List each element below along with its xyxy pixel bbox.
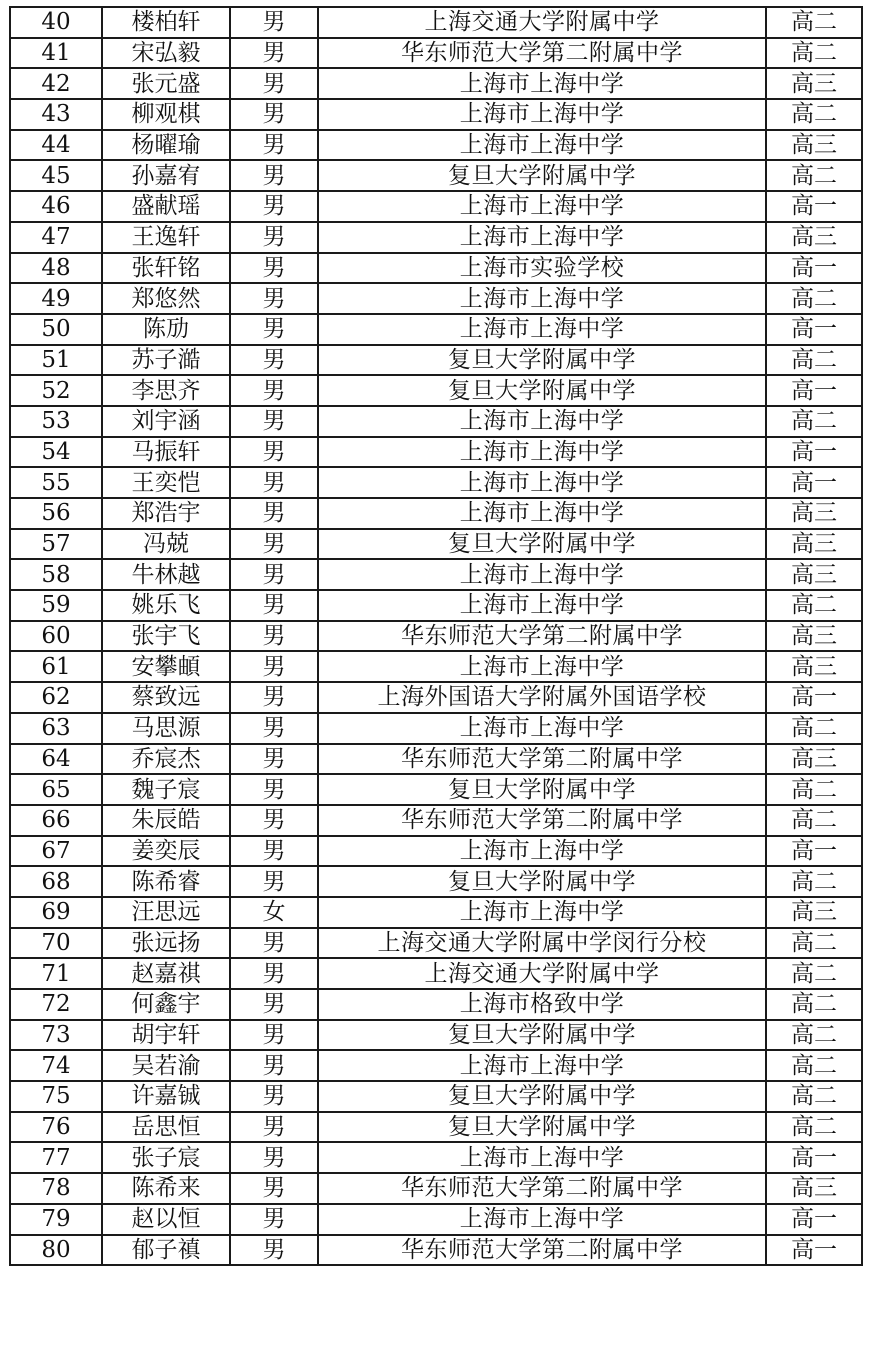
table-row [10,836,862,867]
row-number-cell: 67 [10,836,102,867]
school-name-cell: 复旦大学附属中学 [318,529,766,560]
table-row [10,1050,862,1081]
table-row [10,1081,862,1112]
grade-cell: 高一 [766,1142,862,1173]
row-number-cell: 56 [10,498,102,529]
school-name-cell: 复旦大学附属中学 [318,866,766,897]
school-name-cell: 华东师范大学第二附属中学 [318,1235,766,1266]
roster-table-body [10,7,862,1265]
grade-cell: 高二 [766,7,862,38]
row-number-cell: 68 [10,866,102,897]
student-name-cell: 汪思远 [102,897,230,928]
school-name-cell: 上海市上海中学 [318,467,766,498]
school-name-cell: 上海市上海中学 [318,1142,766,1173]
grade-cell: 高一 [766,836,862,867]
table-row [10,222,862,253]
student-name-cell: 陈希来 [102,1173,230,1204]
table-row [10,191,862,222]
table-row [10,1112,862,1143]
student-name-cell: 陈劢 [102,314,230,345]
grade-cell: 高二 [766,160,862,191]
row-number-cell: 66 [10,805,102,836]
table-row [10,897,862,928]
row-number-cell: 60 [10,621,102,652]
table-row [10,621,862,652]
row-number-cell: 54 [10,437,102,468]
student-name-cell: 盛献瑶 [102,191,230,222]
row-number-cell: 76 [10,1112,102,1143]
gender-cell: 男 [230,774,318,805]
student-name-cell: 孙嘉宥 [102,160,230,191]
gender-cell: 男 [230,989,318,1020]
row-number-cell: 50 [10,314,102,345]
gender-cell: 男 [230,222,318,253]
table-row [10,7,862,38]
row-number-cell: 53 [10,406,102,437]
row-number-cell: 61 [10,651,102,682]
gender-cell: 男 [230,590,318,621]
row-number-cell: 55 [10,467,102,498]
grade-cell: 高一 [766,437,862,468]
table-row [10,590,862,621]
student-name-cell: 刘宇涵 [102,406,230,437]
gender-cell: 男 [230,1173,318,1204]
school-name-cell: 华东师范大学第二附属中学 [318,38,766,69]
grade-cell: 高二 [766,38,862,69]
table-row [10,866,862,897]
school-name-cell: 复旦大学附属中学 [318,774,766,805]
student-name-cell: 姚乐飞 [102,590,230,621]
roster-sheet [9,6,861,1266]
student-name-cell: 魏子宸 [102,774,230,805]
table-row [10,989,862,1020]
grade-cell: 高二 [766,345,862,376]
table-row [10,529,862,560]
gender-cell: 男 [230,375,318,406]
gender-cell: 男 [230,437,318,468]
gender-cell: 男 [230,160,318,191]
school-name-cell: 上海市上海中学 [318,406,766,437]
roster-table [9,6,863,1266]
school-name-cell: 上海市上海中学 [318,314,766,345]
row-number-cell: 45 [10,160,102,191]
grade-cell: 高三 [766,651,862,682]
student-name-cell: 蔡致远 [102,682,230,713]
gender-cell: 男 [230,406,318,437]
grade-cell: 高三 [766,498,862,529]
row-number-cell: 65 [10,774,102,805]
grade-cell: 高二 [766,928,862,959]
grade-cell: 高三 [766,1173,862,1204]
school-name-cell: 华东师范大学第二附属中学 [318,744,766,775]
gender-cell: 男 [230,345,318,376]
grade-cell: 高三 [766,68,862,99]
table-row [10,406,862,437]
student-name-cell: 苏子澔 [102,345,230,376]
student-name-cell: 宋弘毅 [102,38,230,69]
grade-cell: 高一 [766,467,862,498]
row-number-cell: 44 [10,130,102,161]
table-row [10,68,862,99]
table-row [10,774,862,805]
grade-cell: 高三 [766,222,862,253]
school-name-cell: 上海市上海中学 [318,498,766,529]
school-name-cell: 复旦大学附属中学 [318,345,766,376]
gender-cell: 男 [230,130,318,161]
school-name-cell: 上海市实验学校 [318,253,766,284]
table-row [10,928,862,959]
gender-cell: 男 [230,1204,318,1235]
table-row [10,682,862,713]
row-number-cell: 58 [10,559,102,590]
gender-cell: 男 [230,498,318,529]
gender-cell: 男 [230,467,318,498]
grade-cell: 高二 [766,774,862,805]
table-row [10,1173,862,1204]
table-row [10,498,862,529]
table-row [10,713,862,744]
student-name-cell: 楼柏轩 [102,7,230,38]
student-name-cell: 郁子禛 [102,1235,230,1266]
row-number-cell: 79 [10,1204,102,1235]
row-number-cell: 71 [10,958,102,989]
grade-cell: 高二 [766,1050,862,1081]
school-name-cell: 上海市上海中学 [318,1050,766,1081]
row-number-cell: 74 [10,1050,102,1081]
student-name-cell: 赵嘉祺 [102,958,230,989]
table-row [10,38,862,69]
grade-cell: 高二 [766,713,862,744]
grade-cell: 高二 [766,866,862,897]
grade-cell: 高三 [766,130,862,161]
grade-cell: 高二 [766,989,862,1020]
gender-cell: 男 [230,7,318,38]
school-name-cell: 上海交通大学附属中学闵行分校 [318,928,766,959]
school-name-cell: 上海市上海中学 [318,283,766,314]
table-row [10,1235,862,1266]
school-name-cell: 上海市上海中学 [318,1204,766,1235]
student-name-cell: 李思齐 [102,375,230,406]
row-number-cell: 69 [10,897,102,928]
table-row [10,559,862,590]
gender-cell: 男 [230,744,318,775]
grade-cell: 高二 [766,805,862,836]
grade-cell: 高一 [766,1235,862,1266]
gender-cell: 男 [230,253,318,284]
row-number-cell: 63 [10,713,102,744]
table-row [10,253,862,284]
gender-cell: 男 [230,651,318,682]
student-name-cell: 陈希睿 [102,866,230,897]
grade-cell: 高一 [766,253,862,284]
school-name-cell: 上海外国语大学附属外国语学校 [318,682,766,713]
gender-cell: 男 [230,1050,318,1081]
table-row [10,130,862,161]
school-name-cell: 复旦大学附属中学 [318,1112,766,1143]
gender-cell: 男 [230,866,318,897]
student-name-cell: 郑浩宇 [102,498,230,529]
student-name-cell: 杨曜瑜 [102,130,230,161]
grade-cell: 高二 [766,283,862,314]
gender-cell: 男 [230,1142,318,1173]
student-name-cell: 胡宇轩 [102,1020,230,1051]
student-name-cell: 吴若渝 [102,1050,230,1081]
student-name-cell: 岳思恒 [102,1112,230,1143]
gender-cell: 男 [230,283,318,314]
grade-cell: 高二 [766,1081,862,1112]
row-number-cell: 49 [10,283,102,314]
grade-cell: 高一 [766,191,862,222]
school-name-cell: 上海市上海中学 [318,590,766,621]
school-name-cell: 华东师范大学第二附属中学 [318,621,766,652]
grade-cell: 高一 [766,375,862,406]
student-name-cell: 牛林越 [102,559,230,590]
gender-cell: 男 [230,99,318,130]
gender-cell: 男 [230,191,318,222]
school-name-cell: 上海市上海中学 [318,836,766,867]
grade-cell: 高二 [766,1112,862,1143]
student-name-cell: 张宇飞 [102,621,230,652]
gender-cell: 男 [230,68,318,99]
row-number-cell: 46 [10,191,102,222]
gender-cell: 男 [230,38,318,69]
grade-cell: 高三 [766,529,862,560]
school-name-cell: 上海市上海中学 [318,222,766,253]
school-name-cell: 上海市上海中学 [318,437,766,468]
school-name-cell: 复旦大学附属中学 [318,1081,766,1112]
table-row [10,314,862,345]
gender-cell: 男 [230,1112,318,1143]
table-row [10,99,862,130]
student-name-cell: 郑悠然 [102,283,230,314]
grade-cell: 高三 [766,621,862,652]
student-name-cell: 赵以恒 [102,1204,230,1235]
row-number-cell: 78 [10,1173,102,1204]
school-name-cell: 上海市上海中学 [318,713,766,744]
gender-cell: 男 [230,928,318,959]
school-name-cell: 华东师范大学第二附属中学 [318,805,766,836]
grade-cell: 高三 [766,897,862,928]
gender-cell: 男 [230,559,318,590]
table-row [10,1204,862,1235]
grade-cell: 高三 [766,744,862,775]
student-name-cell: 朱辰皓 [102,805,230,836]
row-number-cell: 42 [10,68,102,99]
grade-cell: 高一 [766,682,862,713]
row-number-cell: 47 [10,222,102,253]
row-number-cell: 51 [10,345,102,376]
row-number-cell: 57 [10,529,102,560]
row-number-cell: 59 [10,590,102,621]
school-name-cell: 上海交通大学附属中学 [318,7,766,38]
school-name-cell: 复旦大学附属中学 [318,160,766,191]
student-name-cell: 姜奕辰 [102,836,230,867]
student-name-cell: 何鑫宇 [102,989,230,1020]
gender-cell: 男 [230,1020,318,1051]
row-number-cell: 77 [10,1142,102,1173]
student-name-cell: 马思源 [102,713,230,744]
row-number-cell: 75 [10,1081,102,1112]
table-row [10,1020,862,1051]
grade-cell: 高二 [766,99,862,130]
school-name-cell: 上海市上海中学 [318,99,766,130]
gender-cell: 男 [230,958,318,989]
table-row [10,744,862,775]
table-row [10,651,862,682]
student-name-cell: 乔宸杰 [102,744,230,775]
table-row [10,467,862,498]
grade-cell: 高二 [766,590,862,621]
table-row [10,805,862,836]
student-name-cell: 马振轩 [102,437,230,468]
table-row [10,437,862,468]
row-number-cell: 52 [10,375,102,406]
row-number-cell: 40 [10,7,102,38]
row-number-cell: 48 [10,253,102,284]
grade-cell: 高三 [766,559,862,590]
student-name-cell: 王逸轩 [102,222,230,253]
gender-cell: 男 [230,1081,318,1112]
school-name-cell: 上海交通大学附属中学 [318,958,766,989]
gender-cell: 女 [230,897,318,928]
student-name-cell: 张子宸 [102,1142,230,1173]
student-name-cell: 张轩铭 [102,253,230,284]
student-name-cell: 王奕恺 [102,467,230,498]
school-name-cell: 上海市上海中学 [318,559,766,590]
grade-cell: 高一 [766,1204,862,1235]
school-name-cell: 复旦大学附属中学 [318,1020,766,1051]
school-name-cell: 华东师范大学第二附属中学 [318,1173,766,1204]
row-number-cell: 62 [10,682,102,713]
school-name-cell: 上海市上海中学 [318,897,766,928]
student-name-cell: 安攀頔 [102,651,230,682]
row-number-cell: 72 [10,989,102,1020]
school-name-cell: 上海市上海中学 [318,191,766,222]
gender-cell: 男 [230,836,318,867]
gender-cell: 男 [230,621,318,652]
table-row [10,345,862,376]
student-name-cell: 许嘉铖 [102,1081,230,1112]
gender-cell: 男 [230,314,318,345]
gender-cell: 男 [230,1235,318,1266]
grade-cell: 高二 [766,406,862,437]
row-number-cell: 64 [10,744,102,775]
table-row [10,375,862,406]
table-row [10,958,862,989]
gender-cell: 男 [230,805,318,836]
row-number-cell: 73 [10,1020,102,1051]
row-number-cell: 70 [10,928,102,959]
gender-cell: 男 [230,682,318,713]
gender-cell: 男 [230,713,318,744]
table-row [10,160,862,191]
school-name-cell: 上海市上海中学 [318,651,766,682]
table-row [10,283,862,314]
school-name-cell: 上海市上海中学 [318,130,766,161]
grade-cell: 高一 [766,314,862,345]
school-name-cell: 上海市格致中学 [318,989,766,1020]
gender-cell: 男 [230,529,318,560]
row-number-cell: 41 [10,38,102,69]
student-name-cell: 张元盛 [102,68,230,99]
student-name-cell: 柳观棋 [102,99,230,130]
school-name-cell: 复旦大学附属中学 [318,375,766,406]
table-row [10,1142,862,1173]
school-name-cell: 上海市上海中学 [318,68,766,99]
student-name-cell: 张远扬 [102,928,230,959]
grade-cell: 高二 [766,1020,862,1051]
row-number-cell: 43 [10,99,102,130]
row-number-cell: 80 [10,1235,102,1266]
student-name-cell: 冯兢 [102,529,230,560]
grade-cell: 高二 [766,958,862,989]
